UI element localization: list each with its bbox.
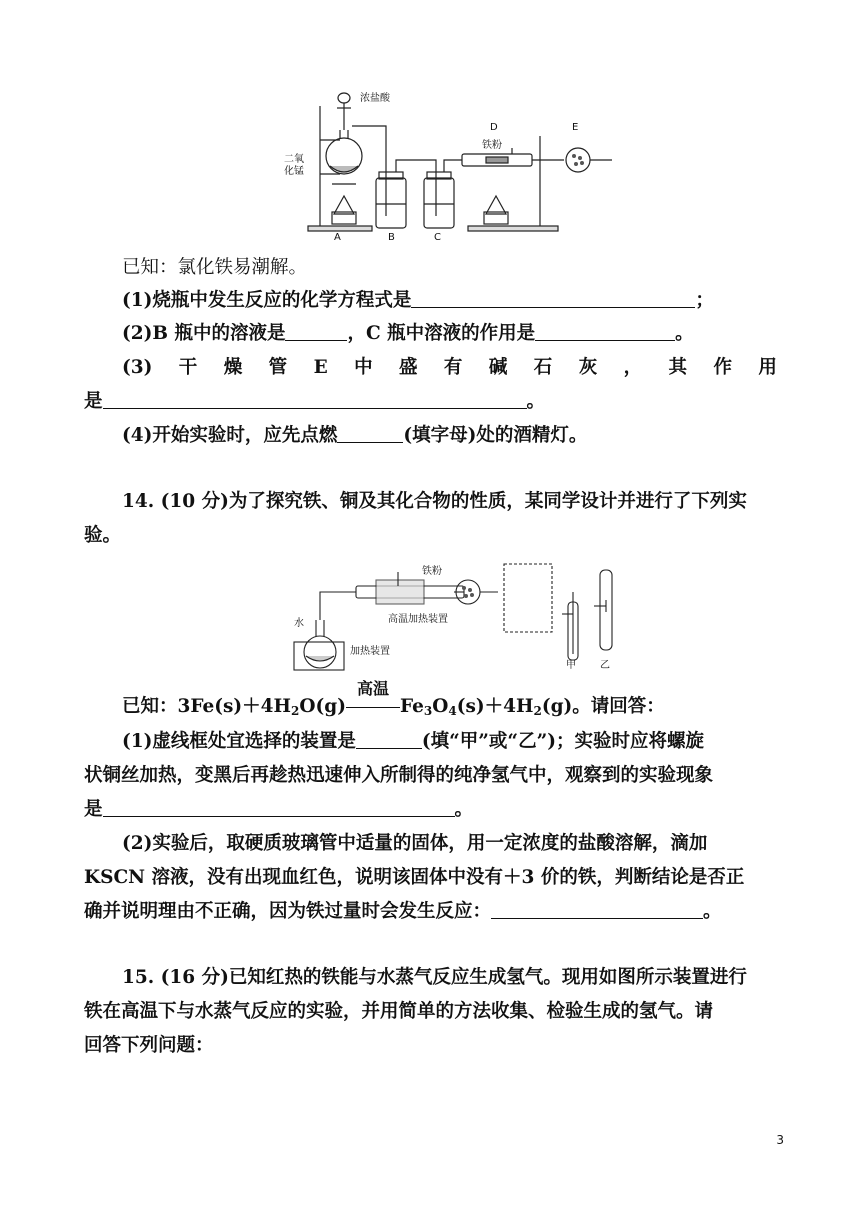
page-number: 3 bbox=[776, 1133, 784, 1147]
q13-part4-blank[interactable] bbox=[337, 424, 403, 443]
q14-part2-line3-suffix: 。 bbox=[703, 901, 722, 922]
q14-part1-line3-suffix: 。 bbox=[454, 799, 474, 820]
q13-part3-char: 中 bbox=[354, 357, 373, 378]
label-hcl: 浓盐酸 bbox=[360, 93, 390, 104]
q14-part1-text-a: (1)虚线框处宜选择的装置是 bbox=[122, 731, 356, 752]
label-yi: 乙 bbox=[600, 660, 610, 671]
label-water: 水 bbox=[294, 618, 304, 629]
label-b: B bbox=[388, 232, 395, 242]
q13-part3-char: (3) bbox=[122, 357, 153, 378]
label-heater: 加热装置 bbox=[350, 646, 390, 657]
label-d: D bbox=[490, 122, 498, 133]
label-mno2-line1: 二氧 bbox=[284, 154, 304, 165]
q14-part1-line3 bbox=[84, 798, 473, 822]
q14-part2-line3-text: 确并说明理由不正确，因为铁过量时会发生反应： bbox=[84, 901, 492, 922]
q13-part3-char: 管 bbox=[268, 357, 288, 378]
q15-line1: 15. (16 分)已知红热的铁能与水蒸气反应生成氢气。现用如图所示装置进行 bbox=[122, 967, 747, 988]
eq-sub: 4 bbox=[448, 704, 457, 718]
eq-text: 已知：3Fe(s)＋4H bbox=[122, 696, 292, 717]
q13-part3-char: 其 bbox=[668, 357, 688, 378]
reaction-arrow bbox=[346, 679, 400, 719]
q13-part1-suffix: ； bbox=[695, 290, 714, 311]
q13-part2-text-c: 。 bbox=[675, 323, 694, 344]
label-high-temp-heater: 高温加热装置 bbox=[388, 614, 448, 625]
q13-part3-char: 燥 bbox=[223, 357, 243, 378]
q13-part4-text: (4)开始实验时，应先点燃 bbox=[122, 425, 338, 446]
q14-part2-line1: (2)实验后，取硬质玻璃管中适量的固体，用一定浓度的盐酸溶解，滴加 bbox=[122, 833, 708, 854]
q13-part3-char: 干 bbox=[178, 357, 198, 378]
q13-part3-char: 石 bbox=[533, 357, 553, 378]
q14-part2-blank[interactable] bbox=[491, 900, 703, 919]
q14-part1-line2: 状铜丝加热，变黑后再趁热迅速伸入所制得的纯净氢气中，观察到的实验现象 bbox=[84, 765, 714, 786]
q13-part2-text-b: ，C 瓶中溶液的作用是 bbox=[347, 323, 536, 344]
q13-part3-cont-suffix: 。 bbox=[526, 391, 546, 412]
q14-heading-cont: 验。 bbox=[84, 525, 122, 546]
q14-equation bbox=[122, 679, 665, 723]
label-mno2-line2: 化锰 bbox=[284, 166, 304, 177]
eq-text: (s)＋4H bbox=[456, 696, 534, 717]
label-c: C bbox=[434, 232, 441, 242]
eq-text: (g)。请回答： bbox=[541, 696, 665, 717]
eq-sub: 2 bbox=[291, 704, 300, 718]
q14-part2-line2: KSCN 溶液，没有出现血红色，说明该固体中没有＋3 价的铁，判断结论是否正 bbox=[84, 867, 745, 888]
q13-part4 bbox=[122, 424, 587, 448]
eq-sub: 2 bbox=[533, 704, 542, 718]
q13-part3-cont-text: 是 bbox=[84, 391, 103, 412]
apparatus-figure-2 bbox=[286, 562, 626, 672]
label-jia: 甲 bbox=[566, 660, 576, 671]
q14-part1-text-b: (填“甲”或“乙”)；实验时应将螺旋 bbox=[421, 731, 704, 752]
q13-part2 bbox=[122, 322, 694, 346]
q14-part1-blank-2[interactable] bbox=[103, 798, 455, 817]
eq-text: O bbox=[432, 696, 449, 717]
q15-line3: 回答下列问题： bbox=[84, 1035, 214, 1056]
q13-part4-suffix: (填字母)处的酒精灯。 bbox=[403, 425, 588, 446]
q13-part1-text: (1)烧瓶中发生反应的化学方程式是 bbox=[122, 290, 412, 311]
q14-part2-line3 bbox=[84, 900, 722, 924]
q13-part3 bbox=[122, 356, 777, 380]
q13-part3-char: E bbox=[313, 357, 328, 378]
q13-part1-blank[interactable] bbox=[411, 289, 695, 308]
q13-part2-blank-2[interactable] bbox=[535, 322, 675, 341]
reaction-condition: 高温 bbox=[356, 679, 389, 698]
q13-part3-blank[interactable] bbox=[103, 390, 527, 409]
q13-part3-char: 有 bbox=[443, 357, 463, 378]
label-e: E bbox=[572, 122, 579, 133]
q13-part3-char: 作 bbox=[713, 357, 732, 378]
q13-part3-char: 盛 bbox=[399, 357, 418, 378]
q13-part3-char: 用 bbox=[758, 357, 777, 378]
q14-heading: 14. (10 分)为了探究铁、铜及其化合物的性质，某同学设计并进行了下列实 bbox=[122, 491, 747, 512]
apparatus-figure-1 bbox=[282, 86, 632, 242]
label-a: A bbox=[334, 232, 341, 242]
label-iron-powder: 铁粉 bbox=[482, 140, 502, 151]
q13-part2-text-a: (2)B 瓶中的溶液是 bbox=[122, 323, 286, 344]
q13-part3-cont bbox=[84, 390, 545, 414]
eq-text: O(g) bbox=[299, 696, 346, 717]
eq-sub: 3 bbox=[423, 704, 433, 718]
q13-part2-blank-1[interactable] bbox=[285, 322, 347, 341]
q13-part3-char: 灰 bbox=[578, 357, 598, 378]
q14-part1-blank[interactable] bbox=[356, 730, 422, 749]
q14-part1 bbox=[122, 730, 704, 754]
q15-line2: 铁在高温下与水蒸气反应的实验，并用简单的方法收集、检验生成的氢气。请 bbox=[84, 1001, 714, 1022]
label-iron-powder-2: 铁粉 bbox=[422, 566, 442, 577]
q13-part3-char: ， bbox=[623, 357, 643, 378]
q13-part1 bbox=[122, 289, 714, 313]
q14-part1-line3-text: 是 bbox=[84, 799, 103, 820]
q13-known: 已知：氯化铁易潮解。 bbox=[122, 257, 308, 278]
q13-part3-char: 碱 bbox=[488, 357, 508, 378]
eq-text: Fe bbox=[399, 696, 424, 717]
